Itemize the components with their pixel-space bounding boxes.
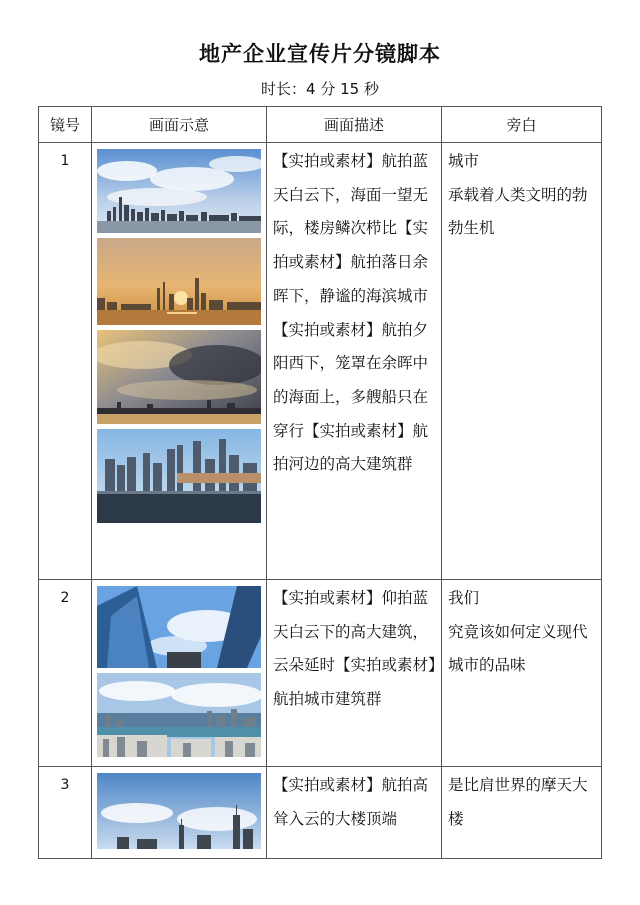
shot-number: 2 — [39, 580, 92, 767]
table-row — [39, 767, 602, 859]
table-row — [39, 580, 602, 767]
header-visual-description: 画面描述 — [267, 107, 442, 143]
shot-images — [92, 767, 267, 859]
shot-image-bluesky-skyline — [97, 149, 261, 233]
narration-line: 城市 — [448, 152, 480, 170]
shot-image-sunset-city — [97, 238, 261, 325]
shot-narration — [442, 143, 602, 580]
shot-number: 3 — [39, 767, 92, 859]
shot-number: 1 — [39, 143, 92, 580]
shot-image-riverside-towers — [97, 429, 261, 523]
shot-description: 【实拍或素材】航拍蓝天白云下，海面一望无际，楼房鳞次栉比【实拍或素材】航拍落日余晖下，静谧的海滨城市【实拍或素材】航拍夕阳西下，笼罩在余晖中的海面上，多艘船只在穿行【实拍或素材】航拍河边的高大建筑群 — [267, 143, 442, 580]
shot-description: 【实拍或素材】仰拍蓝天白云下的高大建筑，云朵延时【实拍或素材】航拍城市建筑群 — [267, 580, 442, 767]
table-row — [39, 143, 602, 580]
shot-description: 【实拍或素材】航拍高耸入云的大楼顶端 — [267, 767, 442, 859]
shot-image-skyscraper-tops — [97, 773, 261, 849]
document-title: 地产企业宣传片分镜脚本 — [199, 42, 441, 66]
shot-images — [92, 143, 267, 580]
shot-image-dusk-sea — [97, 330, 261, 424]
narration-line: 我们 — [448, 589, 480, 607]
table-header-row — [39, 107, 602, 143]
storyboard-table — [38, 106, 602, 859]
header-visual-sketch: 画面示意 — [92, 107, 267, 143]
header-shot-number: 镜号 — [39, 107, 92, 143]
shot-narration — [442, 580, 602, 767]
narration-line: 究竟该如何定义现代城市的品味 — [448, 622, 588, 675]
shot-image-city-buildings — [97, 673, 261, 757]
shot-images — [92, 580, 267, 767]
header-narration: 旁白 — [442, 107, 602, 143]
narration-line: 承载着人类文明的勃勃生机 — [448, 185, 588, 238]
shot-narration — [442, 767, 602, 859]
shot-image-lookup-towers — [97, 586, 261, 668]
duration-label: 时长：4 分 15 秒 — [261, 80, 379, 98]
narration-line: 是比肩世界的摩天大楼 — [448, 776, 588, 828]
